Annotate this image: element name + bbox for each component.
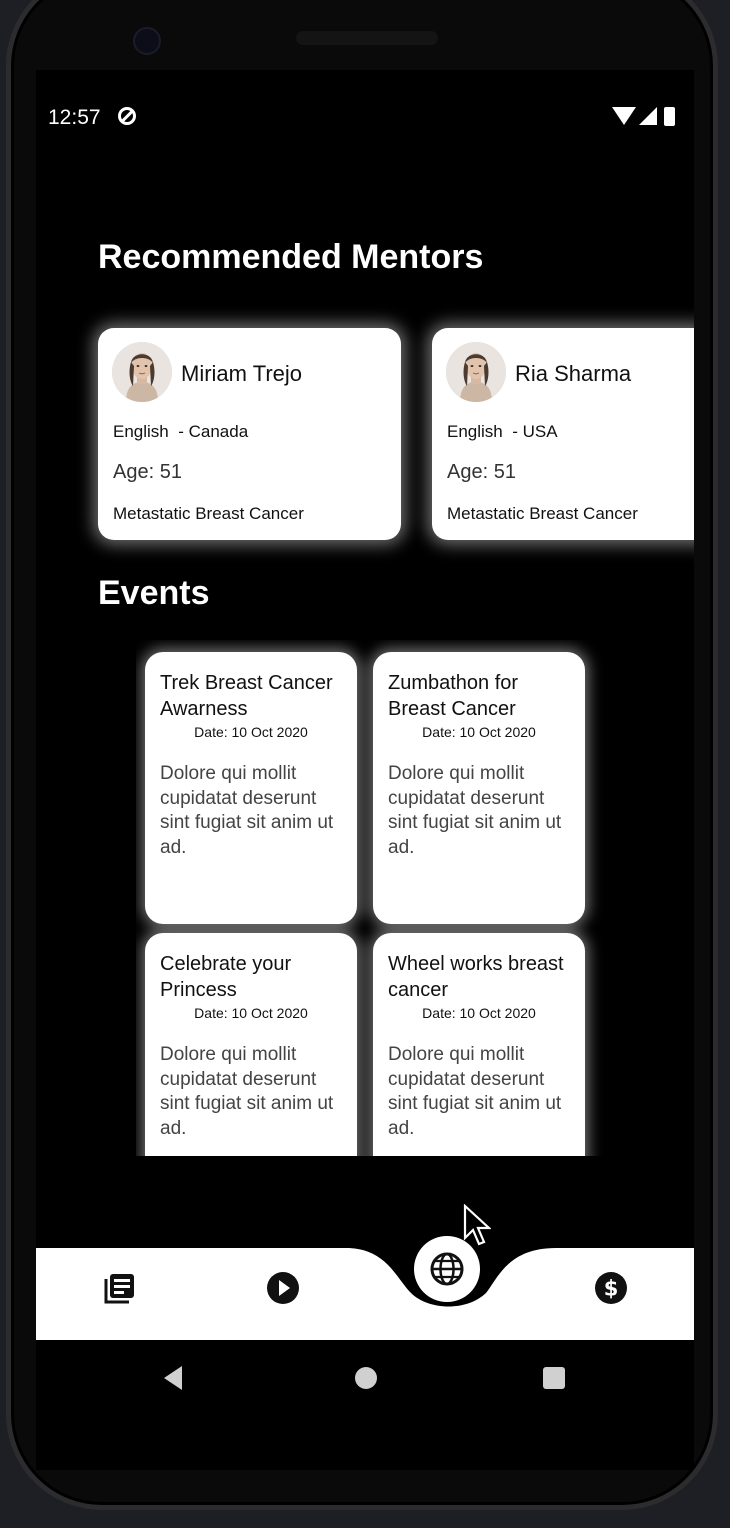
event-date: Date: 10 Oct 2020 <box>422 1005 536 1021</box>
mentor-avatar <box>112 342 172 402</box>
event-description: Dolore qui mollit cupidatat deserunt sint fugiat sit anim ut ad. <box>388 1044 562 1139</box>
back-icon[interactable] <box>160 1364 188 1395</box>
earpiece-speaker <box>296 31 438 45</box>
mentor-condition: Metastatic Breast Cancer <box>447 504 638 523</box>
dollar-icon[interactable] <box>591 1268 631 1308</box>
mentor-country: - Canada <box>178 422 249 441</box>
mentor-language-country <box>447 422 558 442</box>
mentor-avatar <box>446 342 506 402</box>
event-description: Dolore qui mollit cupidatat deserunt sint fugiat sit anim ut ad. <box>388 763 562 858</box>
status-time: 12:57 <box>48 106 101 129</box>
mentor-country: - USA <box>512 422 558 441</box>
status-icons <box>612 107 682 129</box>
mentor-card[interactable] <box>432 328 694 540</box>
articles-icon[interactable] <box>100 1268 140 1308</box>
mentor-language: English <box>447 422 503 441</box>
event-title: Wheel works breast cancer <box>388 953 564 1001</box>
signal-icon <box>639 107 657 125</box>
event-date: Date: 10 Oct 2020 <box>422 724 536 740</box>
cursor-icon <box>463 1204 491 1246</box>
event-card[interactable] <box>373 652 585 924</box>
mentor-language-country <box>113 422 248 442</box>
app-screen <box>36 70 694 1470</box>
event-card[interactable] <box>145 652 357 924</box>
event-card[interactable] <box>145 933 357 1156</box>
recents-icon[interactable] <box>540 1364 568 1395</box>
event-description: Dolore qui mollit cupidatat deserunt sint fugiat sit anim ut ad. <box>160 763 334 858</box>
mentor-name: Ria Sharma <box>515 361 632 386</box>
system-navigation-bar <box>36 1340 694 1470</box>
event-description: Dolore qui mollit cupidatat deserunt sint fugiat sit anim ut ad. <box>160 1044 334 1139</box>
mentor-age: Age: 51 <box>113 461 182 483</box>
battery-icon <box>664 107 675 126</box>
wifi-icon <box>612 107 636 125</box>
front-camera <box>133 27 161 55</box>
event-date: Date: 10 Oct 2020 <box>194 724 308 740</box>
events-grid <box>136 640 606 1156</box>
mentor-card[interactable] <box>98 328 401 540</box>
event-title: Trek Breast Cancer Awarness <box>160 672 333 720</box>
sync-disabled-icon <box>118 107 136 125</box>
home-icon[interactable] <box>352 1364 380 1395</box>
mentor-name: Miriam Trejo <box>181 361 303 386</box>
event-title: Celebrate your Princess <box>160 953 292 1001</box>
mentor-age: Age: 51 <box>447 461 516 483</box>
mentor-condition: Metastatic Breast Cancer <box>113 504 304 523</box>
event-date: Date: 10 Oct 2020 <box>194 1005 308 1021</box>
mentors-section-title: Recommended Mentors <box>98 238 484 276</box>
play-icon[interactable] <box>263 1268 303 1308</box>
events-section-title: Events <box>98 574 210 612</box>
event-title: Zumbathon for Breast Cancer <box>388 672 519 720</box>
status-bar <box>36 70 694 166</box>
mentor-language: English <box>113 422 169 441</box>
svg-text:$: $ <box>603 1276 619 1301</box>
event-card[interactable] <box>373 933 585 1156</box>
